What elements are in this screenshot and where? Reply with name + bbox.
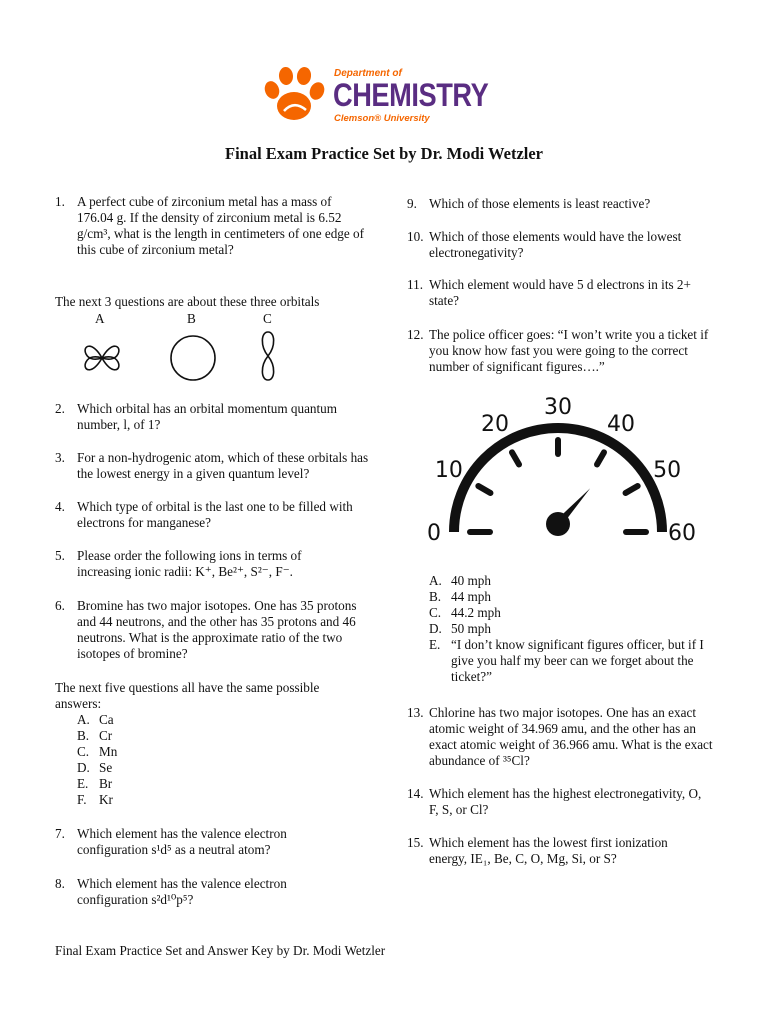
list-item: [429, 621, 719, 637]
question-number: 11.: [407, 277, 423, 292]
question-text: Which element has the highest electronegativity, O, F, S, or Cl?: [429, 786, 702, 817]
option-key: C.: [77, 744, 90, 759]
question-1: [55, 194, 375, 258]
question-text: Chlorine has two major isotopes. One has an exact atomic weight of 34.969 amu, and the other has an exact atomic weight of 36.966 amu. What is the exact abundance of ³⁵Cl?: [429, 705, 713, 768]
question-number: 13.: [407, 705, 424, 720]
gauge-tick-label: 50: [653, 458, 682, 483]
question-text: Which type of orbital is the last one to be filled with electrons for manganese?: [77, 499, 353, 530]
question-text: The police officer goes: “I won’t write you a ticket if you know how fast you were going to the correct number of significant figures….”: [429, 327, 709, 374]
list-item: [429, 589, 719, 605]
option-value: 44 mph: [451, 589, 491, 604]
question-number: 5.: [55, 548, 65, 563]
question-number: 4.: [55, 499, 65, 514]
option-value: Br: [99, 776, 113, 791]
gauge-tick-label: 20: [481, 411, 509, 437]
list-item: [77, 744, 117, 760]
question-text: A perfect cube of zirconium metal has a mass of 176.04 g. If the density of zirconium metal is 6.52 g/cm³, what is the length in centimeters of one edge of this cube of zirconium metal?: [77, 194, 365, 257]
page-footer: Final Exam Practice Set and Answer Key by Dr. Modi Wetzler: [55, 943, 386, 958]
q12-options: [429, 573, 719, 685]
question-text: Bromine has two major isotopes. One has 35 protons and 44 neutrons, and the other has 35 protons and 46 neutrons. What is the approximate ratio of the two isotopes of bromine?: [77, 598, 357, 661]
option-key: A.: [429, 573, 442, 588]
orbitals-intro: The next 3 questions are about these three orbitals: [55, 294, 320, 309]
question-number: 8.: [55, 876, 65, 891]
s-orbital-icon: [169, 334, 217, 382]
option-key: C.: [429, 605, 442, 620]
question-number: 14.: [407, 786, 424, 801]
question-text: Which element would have 5 d electrons in its 2+ state?: [429, 277, 691, 308]
question-text: Please order the following ions in terms of increasing ionic radii: K⁺, Be²⁺, S²⁻, F⁻.: [77, 548, 302, 579]
question-number: 9.: [407, 196, 417, 211]
paw-icon: [262, 66, 326, 126]
gauge-tick: [512, 452, 519, 464]
list-item: [77, 728, 117, 744]
department-logo: [262, 64, 489, 128]
five-questions-intro: [55, 680, 355, 712]
question-6: [55, 598, 375, 662]
list-item: [429, 637, 721, 685]
question-number: 7.: [55, 826, 65, 841]
question-number: 10.: [407, 229, 424, 244]
question-14: [407, 786, 717, 818]
option-key: B.: [429, 589, 442, 604]
question-text: Which element has the valence electron configuration s¹d⁵ as a neutral atom?: [77, 826, 287, 857]
question-text: Which of those elements would have the lowest electronegativity?: [429, 229, 682, 260]
p-orbital-icon: [257, 330, 279, 382]
question-number: 15.: [407, 835, 424, 850]
question-text: Which orbital has an orbital momentum quantum number, l, of 1?: [77, 401, 338, 432]
option-value: Kr: [99, 792, 113, 807]
option-value: “I don’t know significant figures officer, but if I give you half my beer can we forget about the ticket?”: [451, 637, 704, 684]
gauge-hub: [546, 512, 570, 536]
shared-answer-list: [77, 712, 117, 808]
list-item: [77, 792, 117, 808]
gauge-tick-label: 30: [544, 395, 572, 420]
question-text: Which element has the valence electron configuration s²d¹⁰p⁵?: [77, 876, 287, 907]
question-7: [55, 826, 375, 858]
gauge-tick-label: 40: [607, 411, 635, 437]
list-item: [429, 605, 719, 621]
page-title: Final Exam Practice Set by Dr. Modi Wetzler: [224, 144, 544, 163]
gauge-tick-label: 0: [427, 521, 441, 546]
option-key: E.: [77, 776, 89, 791]
question-text: Which element has the lowest first ionization energy, IE₁, Be, C, O, Mg, Si, or S?: [429, 835, 668, 866]
list-item: [429, 573, 719, 589]
list-item: [77, 760, 117, 776]
option-value: 50 mph: [451, 621, 491, 636]
question-4: [55, 499, 375, 531]
question-10: [407, 229, 717, 261]
question-number: 1.: [55, 194, 65, 209]
option-value: 44.2 mph: [451, 605, 501, 620]
orbital-label-b: B: [187, 311, 196, 326]
list-item: [77, 712, 117, 728]
option-key: E.: [429, 637, 441, 652]
option-key: B.: [77, 728, 90, 743]
question-15: [407, 835, 717, 867]
logo-dept-line: Department of: [334, 68, 402, 79]
option-value: Mn: [99, 744, 118, 759]
gauge-tick: [626, 486, 638, 493]
question-12: [407, 327, 717, 375]
question-8: [55, 876, 375, 908]
option-value: Cr: [99, 728, 113, 743]
logo-main: CHEMISTRY: [333, 77, 489, 113]
gauge-tick-label: 10: [434, 458, 463, 483]
orbital-label-a: A: [95, 311, 105, 326]
question-11: [407, 277, 717, 309]
question-5: [55, 548, 375, 580]
option-key: A.: [77, 712, 90, 727]
option-value: Se: [99, 760, 113, 775]
five-intro-text: The next five questions all have the same possible answers:: [55, 680, 320, 711]
option-key: D.: [77, 760, 90, 775]
question-number: 2.: [55, 401, 65, 416]
speedometer-gauge: [420, 392, 696, 552]
option-value: 40 mph: [451, 573, 491, 588]
option-value: Ca: [99, 712, 114, 727]
question-number: 12.: [407, 327, 424, 342]
option-key: F.: [77, 792, 87, 807]
list-item: [77, 776, 117, 792]
question-13: [407, 705, 717, 769]
logo-university: Clemson® University: [334, 113, 430, 124]
question-number: 6.: [55, 598, 65, 613]
question-text: For a non-hydrogenic atom, which of these orbitals has the lowest energy in a given quantum level?: [77, 450, 369, 481]
question-9: [407, 196, 717, 212]
question-2: [55, 401, 375, 433]
gauge-tick-label: 60: [668, 521, 696, 546]
d-orbital-icon: [78, 334, 126, 382]
orbital-label-c: C: [263, 311, 272, 326]
question-text: Which of those elements is least reactive?: [429, 196, 651, 211]
gauge-tick: [597, 452, 604, 464]
option-key: D.: [429, 621, 442, 636]
question-3: [55, 450, 375, 482]
question-number: 3.: [55, 450, 65, 465]
gauge-tick: [478, 486, 490, 493]
